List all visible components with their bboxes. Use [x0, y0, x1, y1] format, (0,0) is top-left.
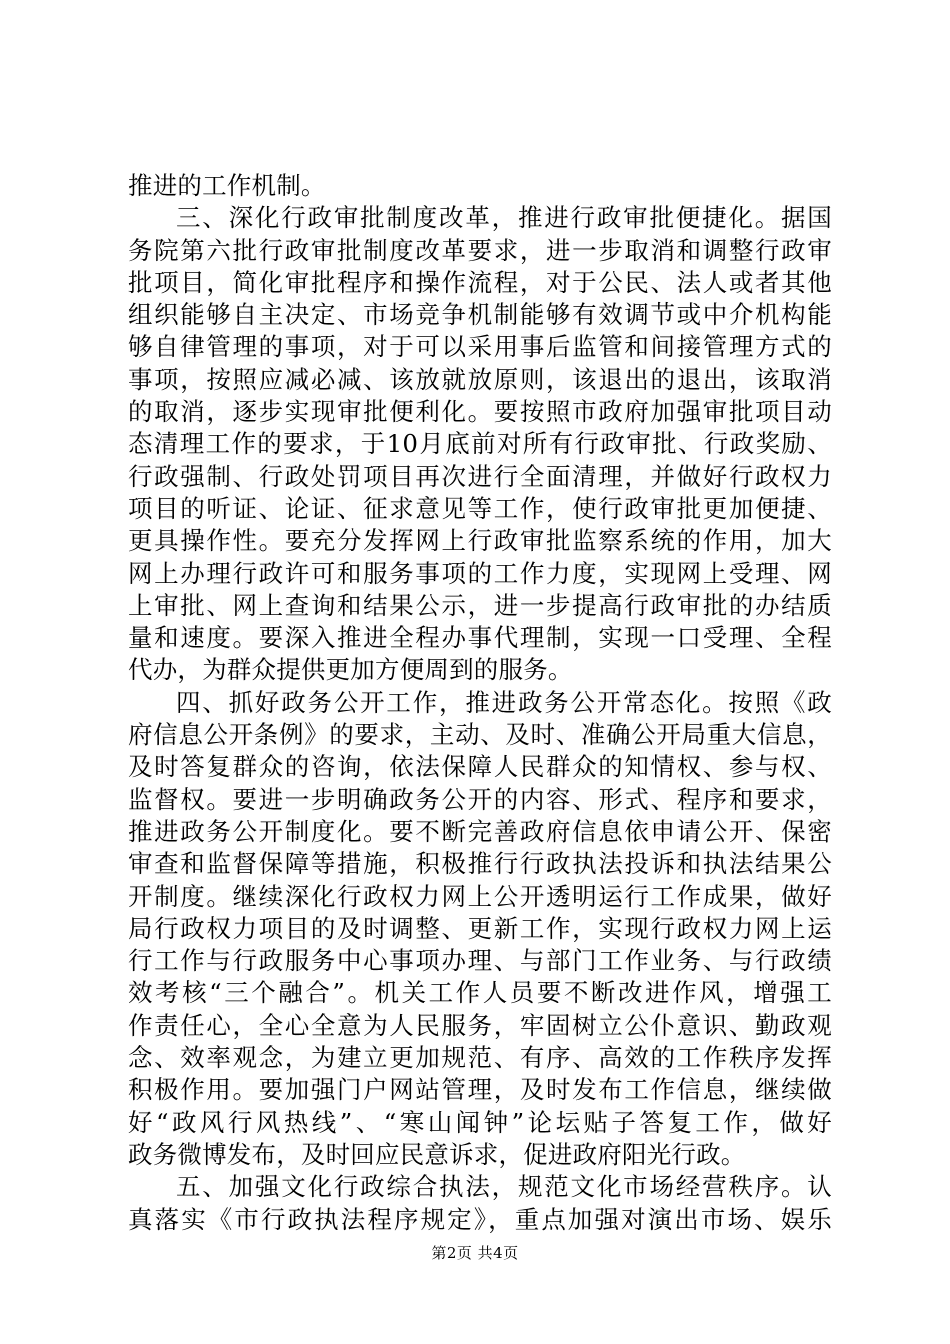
paragraph-first-line: 五、加强文化行政综合执法，规范文化市场经营秩序。认 — [176, 1172, 832, 1202]
text-line: 上审批、网上查询和结果公示，进一步提高行政审批的办结质 — [128, 590, 832, 620]
text-line: 代办，为群众提供更加方便周到的服务。 — [128, 655, 573, 685]
text-line: 局行政权力项目的及时调整、更新工作，实现行政权力网上运 — [128, 913, 832, 943]
text-line: 积极作用。要加强门户网站管理，及时发布工作信息，继续做 — [128, 1075, 832, 1105]
text-line: 行工作与行政服务中心事项办理、与部门工作业务、与行政绩 — [128, 946, 832, 976]
text-line: 监督权。要进一步明确政务公开的内容、形式、程序和要求， — [128, 784, 832, 814]
text-line: 念、效率观念，为建立更加规范、有序、高效的工作秩序发挥 — [128, 1043, 832, 1073]
text-line: 真落实《市行政执法程序规定》，重点加强对演出市场、娱乐 — [128, 1204, 832, 1234]
text-line: 推进政务公开制度化。要不断完善政府信息依申请公开、保密 — [128, 816, 832, 846]
text-line: 及时答复群众的咨询，依法保障人民群众的知情权、参与权、 — [128, 752, 832, 782]
text-line: 开制度。继续深化行政权力网上公开透明运行工作成果，做好 — [128, 881, 832, 911]
text-line: 事项，按照应减必减、该放就放原则，该退出的退出，该取消 — [128, 364, 832, 394]
text-line: 政务微博发布，及时回应民意诉求，促进政府阳光行政。 — [128, 1139, 746, 1169]
text-line: 行政强制、行政处罚项目再次进行全面清理，并做好行政权力 — [128, 461, 832, 491]
text-line: 量和速度。要深入推进全程办事代理制，实现一口受理、全程 — [128, 623, 832, 653]
page-footer: 第2页 共4页 — [431, 1244, 519, 1262]
text-line: 推进的工作机制。 — [128, 171, 326, 200]
text-line: 批项目，简化审批程序和操作流程，对于公民、法人或者其他 — [128, 267, 832, 297]
text-line: 项目的听证、论证、征求意见等工作，使行政审批更加便捷、 — [128, 493, 832, 523]
paragraph-first-line: 三、深化行政审批制度改革，推进行政审批便捷化。据国 — [176, 203, 832, 233]
text-line: 更具操作性。要充分发挥网上行政审批监察系统的作用，加大 — [128, 526, 832, 556]
text-line: 网上办理行政许可和服务事项的工作力度，实现网上受理、网 — [128, 558, 832, 588]
paragraph-first-line: 四、抓好政务公开工作，推进政务公开常态化。按照《政 — [176, 687, 832, 717]
text-line: 作责任心，全心全意为人民服务，牢固树立公仆意识、勤政观 — [128, 1010, 832, 1040]
text-line: 够自律管理的事项，对于可以采用事后监管和间接管理方式的 — [128, 332, 832, 362]
text-line: 府信息公开条例》的要求，主动、及时、准确公开局重大信息， — [128, 720, 832, 750]
text-line: 的取消，逐步实现审批便利化。要按照市政府加强审批项目动 — [128, 397, 832, 427]
text-line: 审查和监督保障等措施，积极推行行政执法投诉和执法结果公 — [128, 849, 832, 879]
text-line: 组织能够自主决定、市场竞争机制能够有效调节或中介机构能 — [128, 300, 832, 330]
text-line: 好“政风行风热线”、“寒山闻钟”论坛贴子答复工作，做好 — [128, 1107, 832, 1137]
text-line: 务院第六批行政审批制度改革要求，进一步取消和调整行政审 — [128, 235, 832, 265]
text-line: 态清理工作的要求，于10月底前对所有行政审批、行政奖励、 — [128, 429, 832, 459]
document-body — [128, 170, 832, 1236]
text-line: 效考核“三个融合”。机关工作人员要不断改进作风，增强工 — [128, 978, 832, 1008]
